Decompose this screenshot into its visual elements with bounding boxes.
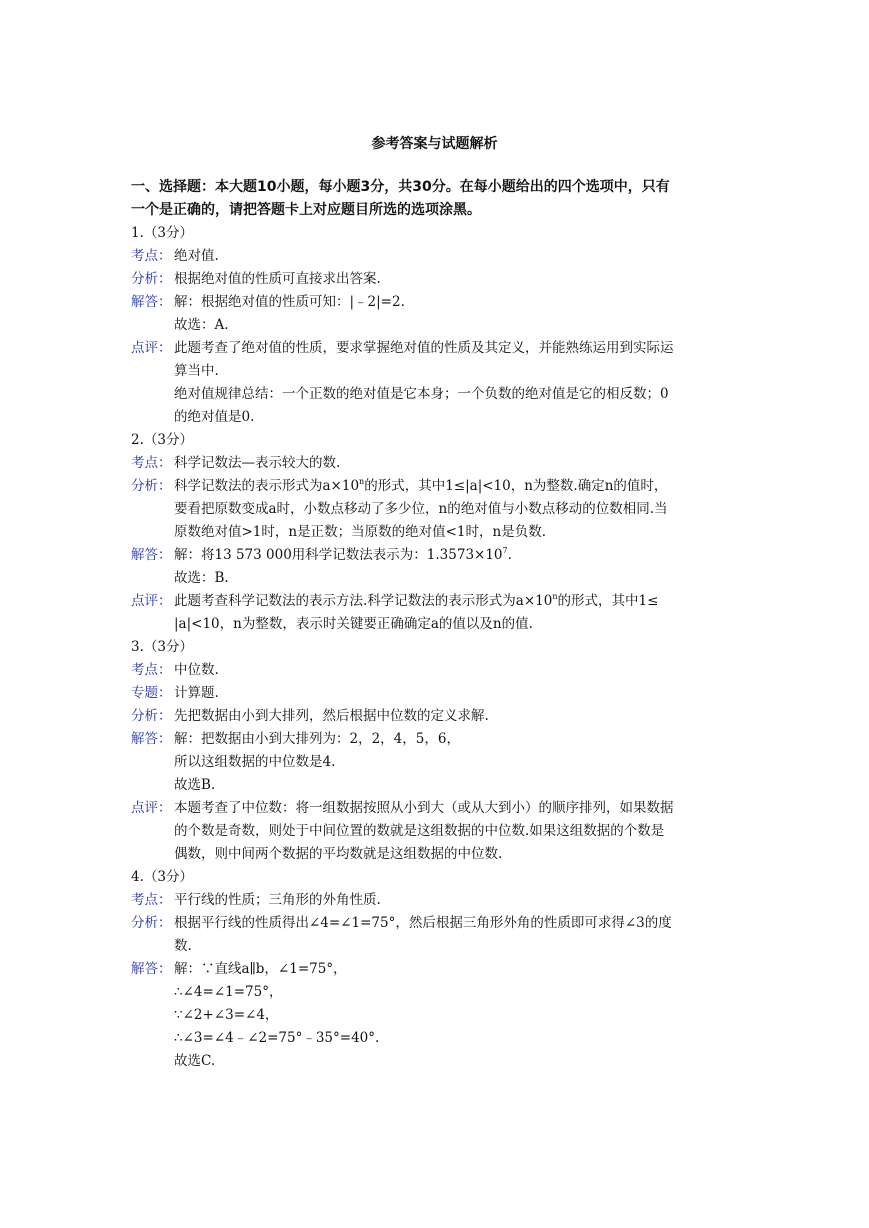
fenxi-row [131, 475, 746, 498]
section-heading-line: 一个是正确的，请把答题卡上对应题目所选的选项涂黑。 [131, 202, 481, 218]
dianping-row [131, 613, 746, 636]
fenxi-text: 根据绝对值的性质可直接求出答案. [174, 271, 381, 287]
jieda-label: 解答： [131, 547, 172, 563]
jieda-row [131, 544, 746, 567]
fenxi-row [131, 705, 746, 728]
dianping-row [131, 820, 746, 843]
fenxi-text: 先把数据由小到大排列，然后根据中位数的定义求解. [174, 708, 489, 724]
fenxi-label: 分析： [131, 478, 172, 494]
jieda-text: 解：根据绝对值的性质可知：|﹣2|=2. [174, 294, 405, 310]
jieda-row [131, 567, 746, 590]
exponent: n [552, 591, 558, 601]
dianping-text: |a|<10，n为整数，表示时关键要正确确定a的值以及n的值. [174, 616, 533, 632]
jieda-row [131, 314, 746, 337]
jieda-label: 解答： [131, 294, 172, 310]
dianping-text: 此题考查科学记数法的表示方法.科学记数法的表示形式为$a\times 10^n$的形式，其中1≤ [174, 591, 659, 609]
question-header: 1.（3分） [131, 225, 193, 241]
jieda-label: 解答： [131, 731, 172, 747]
fenxi-label: 分析： [131, 915, 172, 931]
dianping-row [131, 383, 746, 406]
jieda-row [131, 958, 746, 981]
fenxi-row [131, 268, 746, 291]
jieda-row [131, 981, 746, 1004]
jieda-text: 故选B. [174, 777, 216, 793]
question-header: 4.（3分） [131, 869, 193, 885]
page-title: 参考答案与试题解析 [371, 136, 498, 152]
jieda-text: 故选：B. [174, 570, 229, 586]
exponent: n [359, 476, 365, 486]
kaodian-label: 考点： [131, 662, 172, 678]
jieda-text: 故选C. [174, 1053, 216, 1069]
dianping-label: 点评： [131, 340, 172, 356]
kaodian-text: 中位数. [174, 662, 219, 678]
fenxi-text: 数. [174, 938, 192, 954]
dianping-row [131, 590, 746, 613]
kaodian-text: 科学记数法—表示较大的数. [174, 455, 341, 471]
jieda-row [131, 291, 746, 314]
kaodian-row [131, 659, 746, 682]
fenxi-text: 根据平行线的性质得出∠4=∠1=75°，然后根据三角形外角的性质即可求得∠3的度 [174, 915, 672, 931]
jieda-text: 故选：A. [174, 317, 229, 333]
jieda-label: 解答： [131, 961, 172, 977]
section-heading-line: 一、选择题：本大题10小题，每小题3分，共30分。在每小题给出的四个选项中，只有 [131, 179, 670, 195]
dianping-row [131, 843, 746, 866]
zhuanti-row [131, 682, 746, 705]
dianping-label: 点评： [131, 800, 172, 816]
fenxi-row [131, 521, 746, 544]
dianping-row [131, 360, 746, 383]
fenxi-text: 要看把原数变成a时，小数点移动了多少位，n的绝对值与小数点移动的位数相同.当 [174, 501, 668, 517]
kaodian-label: 考点： [131, 892, 172, 908]
jieda-text: 解：∵直线a∥b，∠1=75°， [174, 961, 347, 977]
dianping-row [131, 797, 746, 820]
jieda-row [131, 774, 746, 797]
jieda-text: ∴∠4=∠1=75°， [174, 984, 283, 1000]
jieda-text: 解：将13 573 000用科学记数法表示为：$1.3573\times 10^7$. [174, 545, 512, 563]
fenxi-text: 原数绝对值>1时，n是正数；当原数的绝对值<1时，n是负数. [174, 524, 546, 540]
dianping-text: 算当中. [174, 363, 219, 379]
fenxi-row [131, 498, 746, 521]
exponent: 7 [502, 545, 508, 555]
question-header: 2.（3分） [131, 432, 193, 448]
jieda-text: ∵∠2+∠3=∠4， [174, 1007, 279, 1023]
kaodian-label: 考点： [131, 248, 172, 264]
jieda-row [131, 1027, 746, 1050]
kaodian-text: 绝对值. [174, 248, 219, 264]
jieda-text: ∴∠3=∠4﹣∠2=75°﹣35°=40°. [174, 1030, 380, 1046]
jieda-row [131, 1004, 746, 1027]
kaodian-row [131, 452, 746, 475]
fenxi-row [131, 935, 746, 958]
fenxi-text: 科学记数法的表示形式为$a\times 10^n$的形式，其中1≤|a|<10，n为整数.确定n的值时， [174, 476, 668, 494]
dianping-text: 此题考查了绝对值的性质，要求掌握绝对值的性质及其定义，并能熟练运用到实际运 [174, 340, 674, 356]
jieda-text: 所以这组数据的中位数是4. [174, 754, 336, 770]
jieda-text: 解：把数据由小到大排列为：2，2，4，5，6， [174, 731, 460, 747]
dianping-text: 本题考查了中位数：将一组数据按照从小到大（或从大到小）的顺序排列，如果数据 [174, 800, 674, 816]
dianping-row [131, 337, 746, 360]
jieda-row [131, 728, 746, 751]
zhuanti-label: 专题： [131, 685, 172, 701]
zhuanti-text: 计算题. [174, 685, 219, 701]
fenxi-row [131, 912, 746, 935]
section-heading [131, 176, 746, 222]
dianping-text: 的绝对值是0. [174, 409, 255, 425]
dianping-text: 的个数是奇数，则处于中间位置的数就是这组数据的中位数.如果这组数据的个数是 [174, 823, 665, 839]
dianping-label: 点评： [131, 593, 172, 609]
kaodian-row [131, 889, 746, 912]
jieda-row [131, 751, 746, 774]
fenxi-label: 分析： [131, 708, 172, 724]
kaodian-text: 平行线的性质；三角形的外角性质. [174, 892, 381, 908]
jieda-row [131, 1050, 746, 1073]
kaodian-row [131, 245, 746, 268]
dianping-row [131, 406, 746, 429]
kaodian-label: 考点： [131, 455, 172, 471]
dianping-text: 偶数，则中间两个数据的平均数就是这组数据的中位数. [174, 846, 503, 862]
fenxi-label: 分析： [131, 271, 172, 287]
question-header: 3.（3分） [131, 639, 193, 655]
answer-content [131, 222, 746, 1073]
dianping-text: 绝对值规律总结：一个正数的绝对值是它本身；一个负数的绝对值是它的相反数；0 [174, 386, 669, 402]
